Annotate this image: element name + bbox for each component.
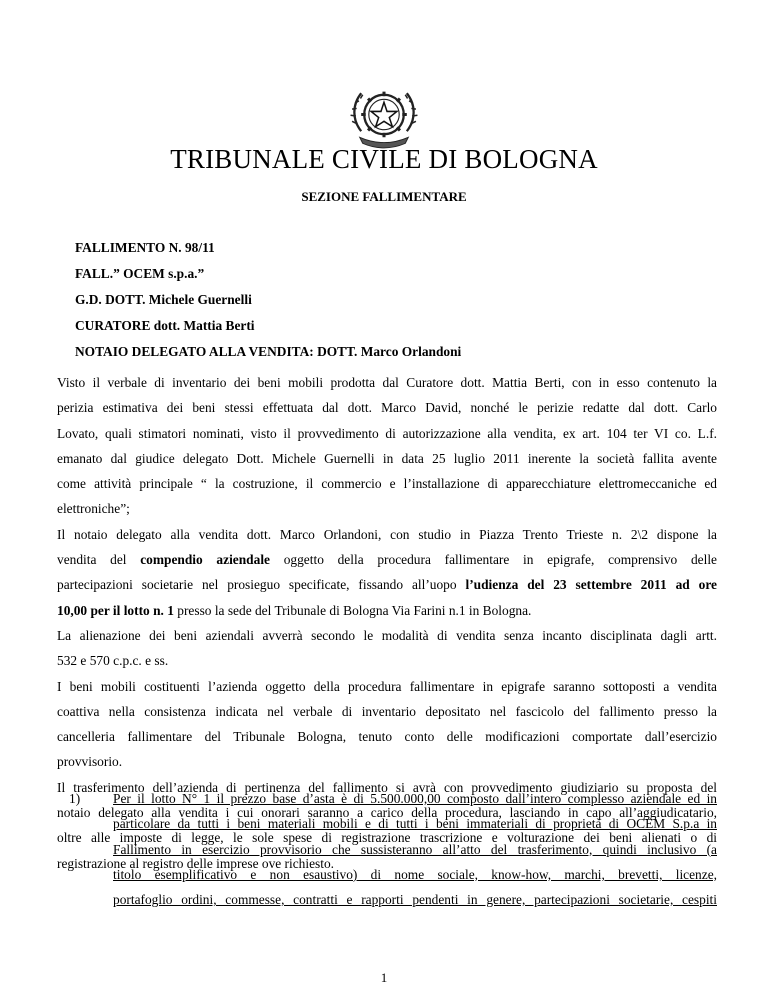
body-line — [57, 598, 717, 623]
body-line: come attività principale “ la costruzione, il commercio e l’installazione di apparecchiature elettromeccaniche ed — [57, 476, 717, 492]
body-line: Lovato, quali stimatori nominati, visto il provvedimento di autorizzazione alla vendita, ex art. 104 ter VI co. L.f. — [57, 425, 717, 441]
italian-republic-emblem-icon — [346, 78, 422, 154]
delegated-notary: NOTAIO DELEGATO ALLA VENDITA: DOTT. Marco Orlandoni — [75, 344, 462, 359]
list-line: particolare da tutti i beni materiali mobili e di tutti i beni immateriali di proprietà di OCEM S.p.a in — [113, 816, 717, 832]
body-line: La alienazione dei beni aziendali avverrà secondo le modalità di vendita senza incanto disciplinata dagli artt. — [57, 627, 717, 643]
body-line: perizia estimativa dei beni stessi effettuata dal dott. Marco David, nonché le perizie redatte dal dott. Carlo — [57, 400, 717, 416]
bold-text: compendio aziendale — [140, 552, 270, 568]
body-line: provvisorio. — [57, 754, 123, 770]
list-line: Per il lotto N° 1 il prezzo base d’asta è di 5.500.000,00 composto dall’intero complesso aziendale ed in — [113, 791, 717, 806]
body-line — [57, 547, 717, 572]
body-line: coattiva nella consistenza indicata nel verbale di inventario depositato nel fascicolo del fallimento presso la — [57, 703, 717, 719]
court-title: TRIBUNALE CIVILE DI BOLOGNA — [170, 144, 598, 174]
list-number: 1) — [69, 791, 81, 806]
page-number: 1 — [380, 970, 388, 985]
section-subtitle: SEZIONE FALLIMENTARE — [301, 189, 467, 204]
list-line: titolo esemplificativo e non esaustivo) di nome sociale, know-how, marchi, brevetti, licenze, — [113, 866, 717, 882]
list-line: Fallimento in esercizio provvisorio che sussisteranno all’atto del trasferimento, quindi inclusivo (a — [113, 841, 717, 857]
body-line: emanato dal giudice delegato Dott. Michele Guernelli in data 25 luglio 2011 inerente la società fallita avente — [57, 450, 717, 466]
body-line: Il notaio delegato alla vendita dott. Marco Orlandoni, con studio in Piazza Trento Trieste n. 2\2 dispone la — [57, 526, 717, 542]
text-run: oggetto della procedura fallimentare in epigrafe, comprensivo delle — [270, 552, 717, 568]
body-line: Il trasferimento dell’azienda di pertinenza del fallimento si avrà con provvedimento giudiziario su proposta del — [57, 779, 717, 795]
body-line: cancelleria fallimentare del Tribunale Bologna, tenuto conto delle modificazioni comportate dall’esercizio — [57, 729, 717, 745]
list-line: portafoglio ordini, commesse, contratti e rapporti pendenti in genere, partecipazioni societarie, cespiti — [113, 892, 717, 908]
body-line: I beni mobili costituenti l’azienda oggetto della procedura fallimentare in epigrafe saranno sottoposti a vendita — [57, 678, 717, 694]
text-run: vendita del — [57, 552, 141, 568]
curator: CURATORE dott. Mattia Berti — [75, 318, 255, 333]
list-item-text — [113, 786, 717, 912]
case-info-block — [75, 235, 461, 365]
bold-text: l’udienza del 23 settembre 2011 ad ore — [465, 577, 717, 593]
text-run: partecipazioni societarie nel prosieguo specificate, fissando all’uopo — [57, 577, 466, 593]
body-line: 532 e 570 c.p.c. e ss. — [57, 653, 169, 669]
body-line: Visto il verbale di inventario dei beni mobili prodotta dal Curatore dott. Mattia Berti, con in esso contenuto la — [57, 375, 717, 390]
body-line: elettroniche”; — [57, 501, 130, 517]
text-run: presso la sede del Tribunale di Bologna Via Farini n.1 in Bologna. — [173, 602, 532, 618]
body-line: notaio delegato alla vendita i cui onorari saranno a carico della procedura, lasciando in capo all’aggiudicatario, — [57, 805, 717, 821]
bold-text: 10,00 per il lotto n. 1 — [57, 602, 174, 618]
body-line — [57, 572, 717, 597]
company-name: FALL.” OCEM s.p.a.” — [75, 266, 205, 281]
case-number: FALLIMENTO N. 98/11 — [75, 240, 215, 255]
body-line: registrazione al registro delle imprese ove richiesto. — [57, 855, 335, 871]
delegated-judge: G.D. DOTT. Michele Guernelli — [75, 292, 252, 307]
body-line: oltre alle imposte di legge, le sole spese di registrazione trascrizione e volturazione dei beni alienati o di — [57, 830, 717, 846]
